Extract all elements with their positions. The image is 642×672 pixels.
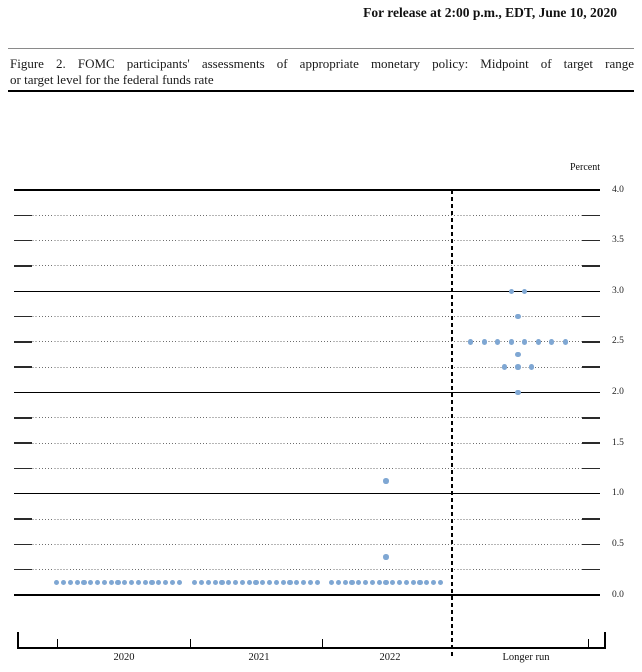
dot (336, 580, 341, 585)
dot (240, 580, 245, 585)
gridline-dotted (14, 468, 600, 469)
dot (563, 339, 568, 344)
dot (156, 580, 161, 585)
gridline-dotted (14, 519, 600, 520)
x-axis-line (17, 647, 606, 649)
dot (482, 339, 487, 344)
x-axis-tick (588, 639, 589, 647)
gridline-left-cap (14, 518, 32, 519)
gridline-dotted (14, 417, 600, 418)
dot (54, 580, 59, 585)
y-axis-tick-label: 0.0 (612, 589, 624, 600)
y-axis-tick-label: 2.5 (612, 336, 624, 347)
dot (274, 580, 279, 585)
gridline-left-cap (14, 569, 32, 570)
gridline-right-cap (582, 341, 600, 342)
dot (267, 580, 272, 585)
gridline-solid (14, 493, 600, 494)
dot (260, 580, 265, 585)
gridline-left-cap (14, 417, 32, 418)
dot (88, 580, 93, 585)
x-axis-label: 2020 (113, 652, 135, 663)
dot (308, 580, 313, 585)
dot (529, 364, 534, 369)
dot (75, 580, 80, 585)
gridline-left-cap (14, 341, 32, 342)
dot (383, 554, 388, 559)
dot (219, 580, 224, 585)
release-header: For release at 2:00 p.m., EDT, June 10, 2020 (363, 5, 617, 20)
x-axis-label: 2022 (379, 652, 401, 663)
dot (115, 580, 120, 585)
gridline-right-cap (582, 215, 600, 216)
dot (383, 478, 388, 483)
y-axis-tick-label: 1.0 (612, 488, 624, 499)
dot (404, 580, 409, 585)
y-axis-tick-label: 2.0 (612, 387, 624, 397)
dot (163, 580, 168, 585)
dot (522, 289, 527, 294)
x-axis-end-bracket (604, 632, 606, 647)
gridline-left-cap (14, 265, 32, 266)
gridline-solid (14, 189, 600, 190)
dot (383, 580, 388, 585)
dot (301, 580, 306, 585)
dot (95, 580, 100, 585)
gridline-dotted (14, 265, 600, 266)
gridline-right-cap (582, 544, 600, 545)
dot (515, 352, 520, 357)
dot (509, 289, 514, 294)
gridline-right-cap (582, 316, 600, 317)
dot (143, 580, 148, 585)
gridline-dotted (14, 544, 600, 545)
dot (549, 339, 554, 344)
dot (61, 580, 66, 585)
gridline-left-cap (14, 215, 32, 216)
dot (129, 580, 134, 585)
gridline-dotted (14, 316, 600, 317)
dot (349, 580, 354, 585)
dot (233, 580, 238, 585)
dot (281, 580, 286, 585)
dot (343, 580, 348, 585)
y-axis-tick-label: 3.5 (612, 235, 624, 246)
dot (109, 580, 114, 585)
gridline-left-cap (14, 468, 32, 469)
x-axis-label: 2021 (248, 652, 270, 663)
x-axis-tick (57, 639, 58, 647)
dot (81, 580, 86, 585)
gridline-right-cap (582, 240, 600, 241)
figure-caption-line2: or target level for the federal funds rate (10, 72, 214, 87)
dot (177, 580, 182, 585)
dot (502, 364, 507, 369)
dot (68, 580, 73, 585)
gridline-right-cap (582, 417, 600, 418)
dot (515, 390, 520, 395)
y-axis-unit-label: Percent (570, 162, 600, 173)
projection-divider-line (451, 190, 453, 658)
dot (438, 580, 443, 585)
dot (522, 339, 527, 344)
dot (515, 364, 520, 369)
gridline-dotted (14, 443, 600, 444)
figure-caption-line1: Figure 2. FOMC participants' assessments of appropriate monetary policy: Midpoint of target range (10, 56, 634, 71)
dot (294, 580, 299, 585)
gridline-solid (14, 392, 600, 393)
gridline-dotted (14, 240, 600, 241)
x-axis-tick (322, 639, 323, 647)
dot (515, 314, 520, 319)
gridline-right-cap (582, 366, 600, 367)
dot (397, 580, 402, 585)
y-axis-tick-label: 4.0 (612, 184, 624, 195)
dot (170, 580, 175, 585)
gridline-left-cap (14, 316, 32, 317)
gridline-right-cap (582, 518, 600, 519)
dot (424, 580, 429, 585)
x-axis-end-bracket (17, 632, 19, 647)
dot (206, 580, 211, 585)
gridline-right-cap (582, 468, 600, 469)
dot (213, 580, 218, 585)
gridline-right-cap (582, 569, 600, 570)
gridline-right-cap (582, 265, 600, 266)
dot (329, 580, 334, 585)
dot (536, 339, 541, 344)
dot (431, 580, 436, 585)
dot (468, 339, 473, 344)
gridline-dotted (14, 367, 600, 368)
dot (411, 580, 416, 585)
x-axis-label: Longer run (502, 652, 550, 663)
gridline-right-cap (582, 442, 600, 443)
dot (417, 580, 422, 585)
gridline-left-cap (14, 544, 32, 545)
dot (192, 580, 197, 585)
gridline-left-cap (14, 442, 32, 443)
dot (495, 339, 500, 344)
dot (315, 580, 320, 585)
dot (356, 580, 361, 585)
dot (370, 580, 375, 585)
dot (102, 580, 107, 585)
dot (390, 580, 395, 585)
gridline-left-cap (14, 366, 32, 367)
dot (287, 580, 292, 585)
dot (247, 580, 252, 585)
gridline-left-cap (14, 240, 32, 241)
dot (253, 580, 258, 585)
y-axis-tick-label: 1.5 (612, 437, 624, 448)
gridline-solid (14, 594, 600, 595)
x-axis-tick (190, 639, 191, 647)
dot (149, 580, 154, 585)
dot (122, 580, 127, 585)
dot (199, 580, 204, 585)
y-axis-tick-label: 3.0 (612, 285, 624, 296)
gridline-dotted (14, 215, 600, 216)
gridline-dotted (14, 569, 600, 570)
dot (377, 580, 382, 585)
dot (136, 580, 141, 585)
dot (363, 580, 368, 585)
y-axis-tick-label: 0.5 (612, 538, 624, 549)
dot (226, 580, 231, 585)
dot (509, 339, 514, 344)
